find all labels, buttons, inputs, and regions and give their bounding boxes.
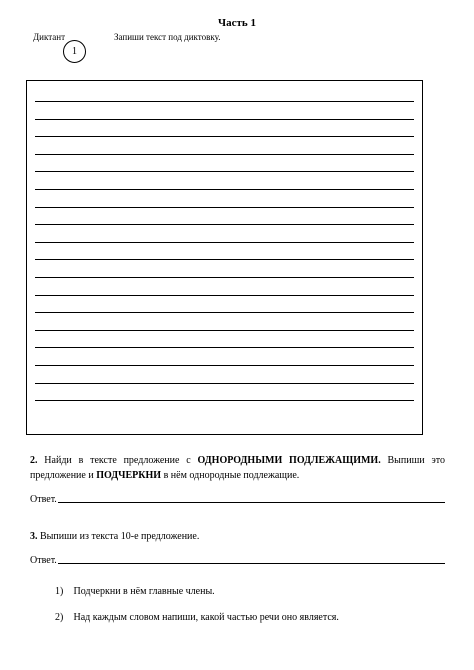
- writing-line[interactable]: [35, 400, 414, 401]
- task-2-emphasis-2: ПОДЧЕРКНИ: [96, 470, 162, 481]
- task-3-number: 3.: [30, 531, 38, 542]
- writing-line[interactable]: [35, 383, 414, 384]
- task-3-subtask-1: [55, 586, 215, 597]
- writing-line[interactable]: [35, 277, 414, 278]
- subtask-number: 1): [55, 586, 64, 597]
- part-title: Часть 1: [218, 17, 256, 29]
- subtask-number: 2): [55, 612, 64, 623]
- writing-line[interactable]: [35, 224, 414, 225]
- task-3-answer-line[interactable]: [58, 553, 445, 564]
- task-2-number: 2.: [30, 455, 38, 466]
- task-2-text-1: Найди в тексте предложение с: [37, 455, 198, 466]
- writing-line[interactable]: [35, 171, 414, 172]
- task-2: [30, 453, 445, 483]
- task-2-text-3: в нём однородные подлежащие.: [161, 470, 300, 481]
- task-3-subtask-2: [55, 612, 339, 623]
- task-2-emphasis-1: ОДНОРОДНЫМИ ПОДЛЕЖАЩИМИ.: [197, 455, 381, 466]
- writing-line[interactable]: [35, 365, 414, 366]
- writing-line[interactable]: [35, 189, 414, 190]
- dictation-label: Диктант: [33, 32, 65, 42]
- subtask-text: Над каждым словом напиши, какой частью речи оно является.: [73, 612, 339, 623]
- dictation-writing-box[interactable]: [26, 80, 423, 435]
- writing-line[interactable]: [35, 207, 414, 208]
- writing-line[interactable]: [35, 119, 414, 120]
- task-3: [30, 531, 199, 542]
- writing-line[interactable]: [35, 347, 414, 348]
- task-3-answer-label: Ответ.: [30, 555, 57, 566]
- writing-line[interactable]: [35, 330, 414, 331]
- writing-line[interactable]: [35, 295, 414, 296]
- task-3-text: Выпиши из текста 10-е предложение.: [37, 531, 200, 542]
- task-3-answer-row[interactable]: [30, 553, 445, 566]
- dictation-instruction: Запиши текст под диктовку.: [114, 32, 221, 42]
- writing-line[interactable]: [35, 312, 414, 313]
- task-2-answer-row[interactable]: [30, 492, 445, 505]
- task-number-circle: 1: [63, 40, 86, 63]
- writing-line[interactable]: [35, 242, 414, 243]
- task-2-answer-line[interactable]: [58, 492, 445, 503]
- writing-line[interactable]: [35, 101, 414, 102]
- writing-line[interactable]: [35, 154, 414, 155]
- writing-line[interactable]: [35, 259, 414, 260]
- writing-line[interactable]: [35, 136, 414, 137]
- subtask-text: Подчеркни в нём главные члены.: [73, 586, 215, 597]
- task-2-text-2: Выпиши это предложение и: [30, 455, 445, 481]
- task-2-answer-label: Ответ.: [30, 494, 57, 505]
